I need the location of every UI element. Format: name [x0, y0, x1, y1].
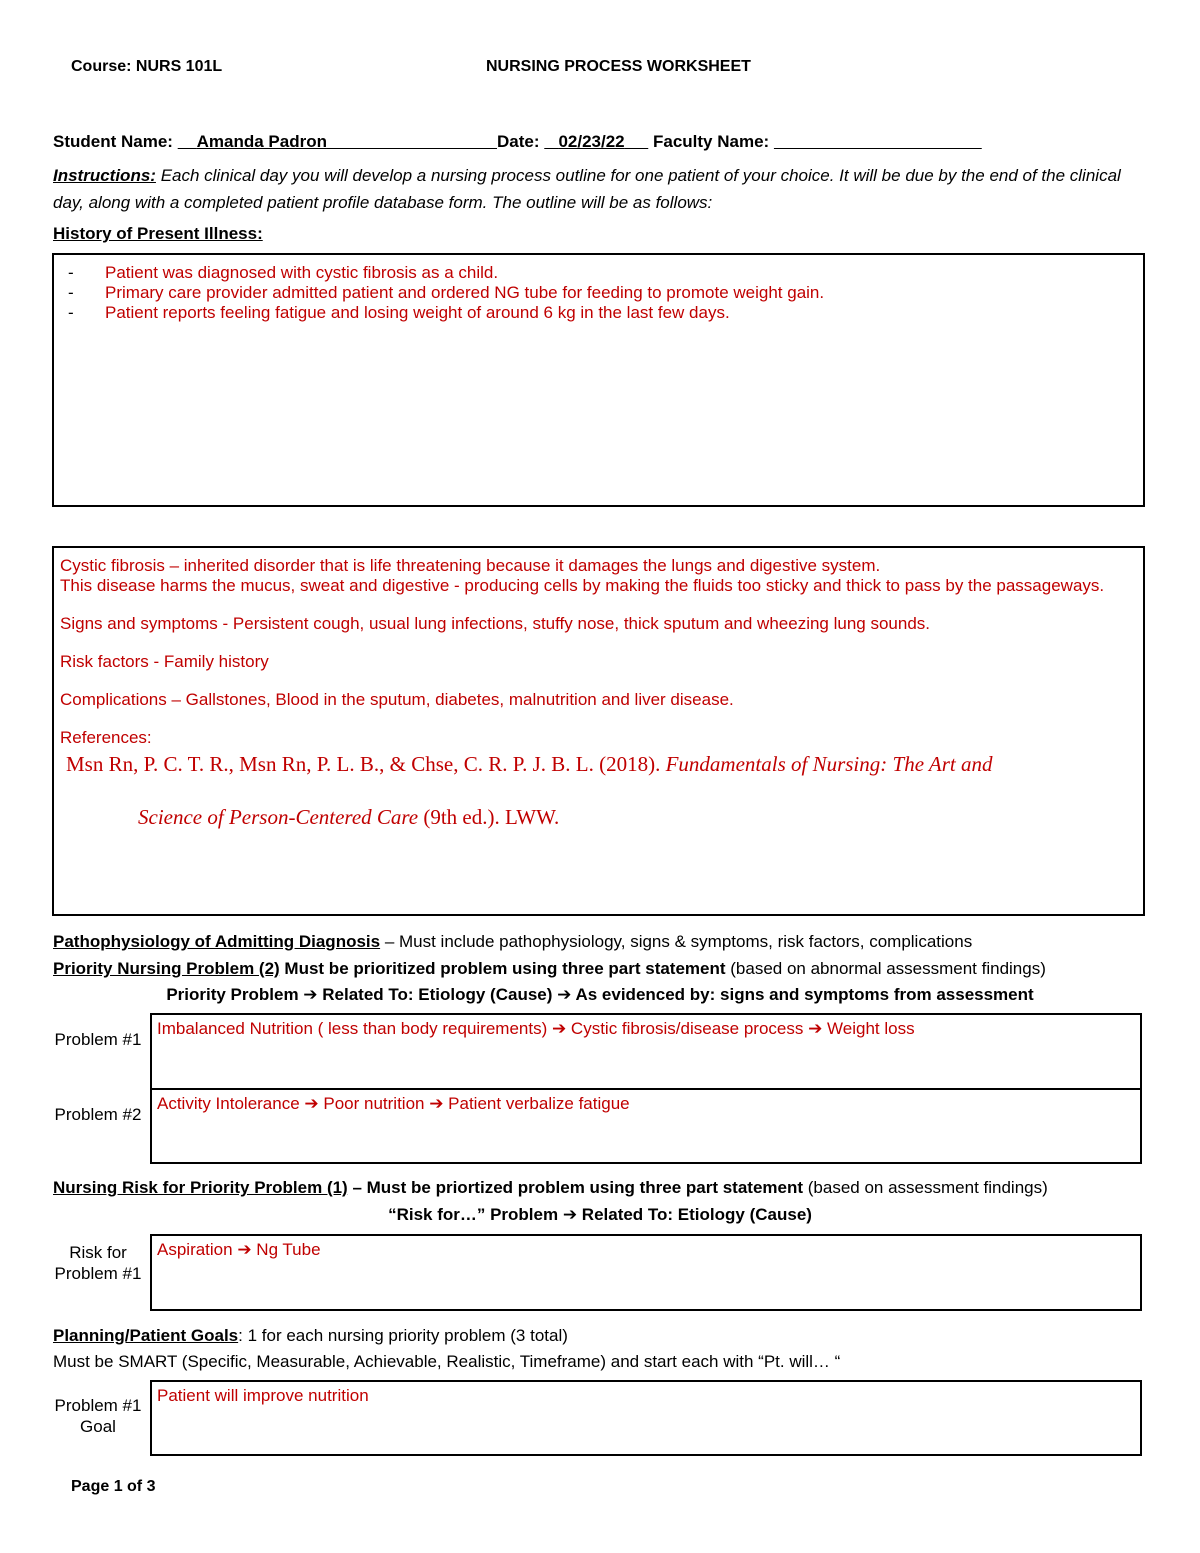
patho-heading: [53, 932, 972, 952]
hpi-heading: History of Present Illness:: [53, 224, 263, 243]
references-label: References:: [60, 728, 152, 747]
course-label: Course: NURS 101L: [71, 58, 223, 75]
student-name-value: Amanda Padron: [196, 132, 327, 151]
patho-risk-factors: Risk factors - Family history: [60, 652, 269, 671]
faculty-name-label: Faculty Name:: [652, 132, 770, 151]
student-name-label: Student Name:: [53, 132, 173, 151]
risk-heading-bold: – Must be priortized problem using three part statement: [347, 1178, 804, 1197]
goal-1-label: Problem #1 Goal: [54, 1396, 142, 1436]
hpi-item: - Patient reports feeling fatigue and losing weight of around 6 kg in the last few days.: [60, 303, 1137, 323]
reference-edition: (9th ed.). LWW.: [418, 805, 560, 829]
worksheet-title: NURSING PROCESS WORKSHEET: [486, 58, 751, 75]
date-field[interactable]: [544, 132, 648, 151]
reference-line-2: [138, 805, 1137, 830]
hpi-item: - Primary care provider admitted patient and ordered NG tube for feeding to promote weight gain.: [60, 283, 1137, 303]
risk-problem-cell[interactable]: Aspiration ➔ Ng Tube: [150, 1234, 1142, 1311]
risk-heading: [53, 1178, 1048, 1198]
patho-complications: Complications – Gallstones, Blood in the sputum, diabetes, malnutrition and liver disease.: [60, 690, 734, 709]
smart-criteria: Must be SMART (Specific, Measurable, Achievable, Realistic, Timeframe) and start each with “Pt. will… “: [53, 1352, 841, 1371]
hpi-item: - Patient was diagnosed with cystic fibrosis as a child.: [60, 263, 1137, 283]
priority-heading-rest: (based on abnormal assessment findings): [725, 959, 1046, 978]
priority-heading-bold: Must be prioritized problem using three part statement: [279, 959, 726, 978]
student-line: [53, 132, 982, 152]
patho-box[interactable]: [52, 546, 1145, 916]
reference-line-1: [66, 752, 1137, 777]
planning-heading: [53, 1326, 568, 1346]
faculty-name-field[interactable]: [774, 132, 982, 151]
planning-heading-label: Planning/Patient Goals: [53, 1326, 239, 1345]
instructions: [53, 162, 1148, 216]
instructions-text: Each clinical day you will develop a nursing process outline for one patient of your choice. It will be due by the end of the clinical day, along with a completed patient profile database form. The outline will be as follows:: [53, 166, 1121, 212]
reference-authors: Msn Rn, P. C. T. R., Msn Rn, P. L. B., & Chse, C. R. P. J. B. L. (2018).: [66, 752, 666, 776]
priority-heading: [53, 959, 1046, 979]
patho-description: This disease harms the mucus, sweat and digestive - producing cells by making the fluids too sticky and thick to pass by the passageways.: [60, 576, 1105, 595]
goal-1-cell[interactable]: Patient will improve nutrition: [150, 1380, 1142, 1456]
risk-heading-label: Nursing Risk for Priority Problem (1): [53, 1178, 348, 1197]
reference-title-2: Science of Person-Centered Care: [138, 805, 419, 829]
reference-title-1: Fundamentals of Nursing: The Art and: [665, 752, 993, 776]
patho-heading-label: Pathophysiology of Admitting Diagnosis: [53, 932, 381, 951]
patho-heading-rest: – Must include pathophysiology, signs & symptoms, risk factors, complications: [380, 932, 973, 951]
hpi-list: [60, 263, 1137, 323]
patho-definition: Cystic fibrosis – inherited disorder that is life threatening because it damages the lungs and digestive system.: [60, 556, 881, 575]
patho-signs: Signs and symptoms - Persistent cough, usual lung infections, stuffy nose, thick sputum and wheezing lung sounds.: [60, 614, 931, 633]
planning-heading-rest: : 1 for each nursing priority problem (3 total): [238, 1326, 568, 1345]
date-label: Date:: [497, 132, 540, 151]
date-value: 02/23/22: [558, 132, 625, 151]
risk-formula: “Risk for…” Problem ➔ Related To: Etiology (Cause): [388, 1205, 812, 1224]
priority-formula: Priority Problem ➔ Related To: Etiology (Cause) ➔ As evidenced by: signs and symptoms from assessment: [166, 985, 1034, 1004]
hpi-box[interactable]: [52, 253, 1145, 507]
problem-1-cell[interactable]: Imbalanced Nutrition ( less than body requirements) ➔ Cystic fibrosis/disease process ➔ Weight loss: [150, 1013, 1142, 1090]
risk-heading-rest: (based on assessment findings): [803, 1178, 1048, 1197]
priority-heading-label: Priority Nursing Problem (2): [53, 959, 280, 978]
problem-2-label: Problem #2: [54, 1105, 142, 1124]
student-name-field[interactable]: [178, 132, 497, 151]
problem-1-label: Problem #1: [54, 1030, 142, 1049]
problem-2-cell[interactable]: Activity Intolerance ➔ Poor nutrition ➔ Patient verbalize fatigue: [150, 1088, 1142, 1164]
page-number: Page 1 of 3: [71, 1478, 156, 1495]
risk-problem-label: Risk for Problem #1: [54, 1243, 142, 1283]
instructions-lead: Instructions:: [53, 166, 156, 185]
